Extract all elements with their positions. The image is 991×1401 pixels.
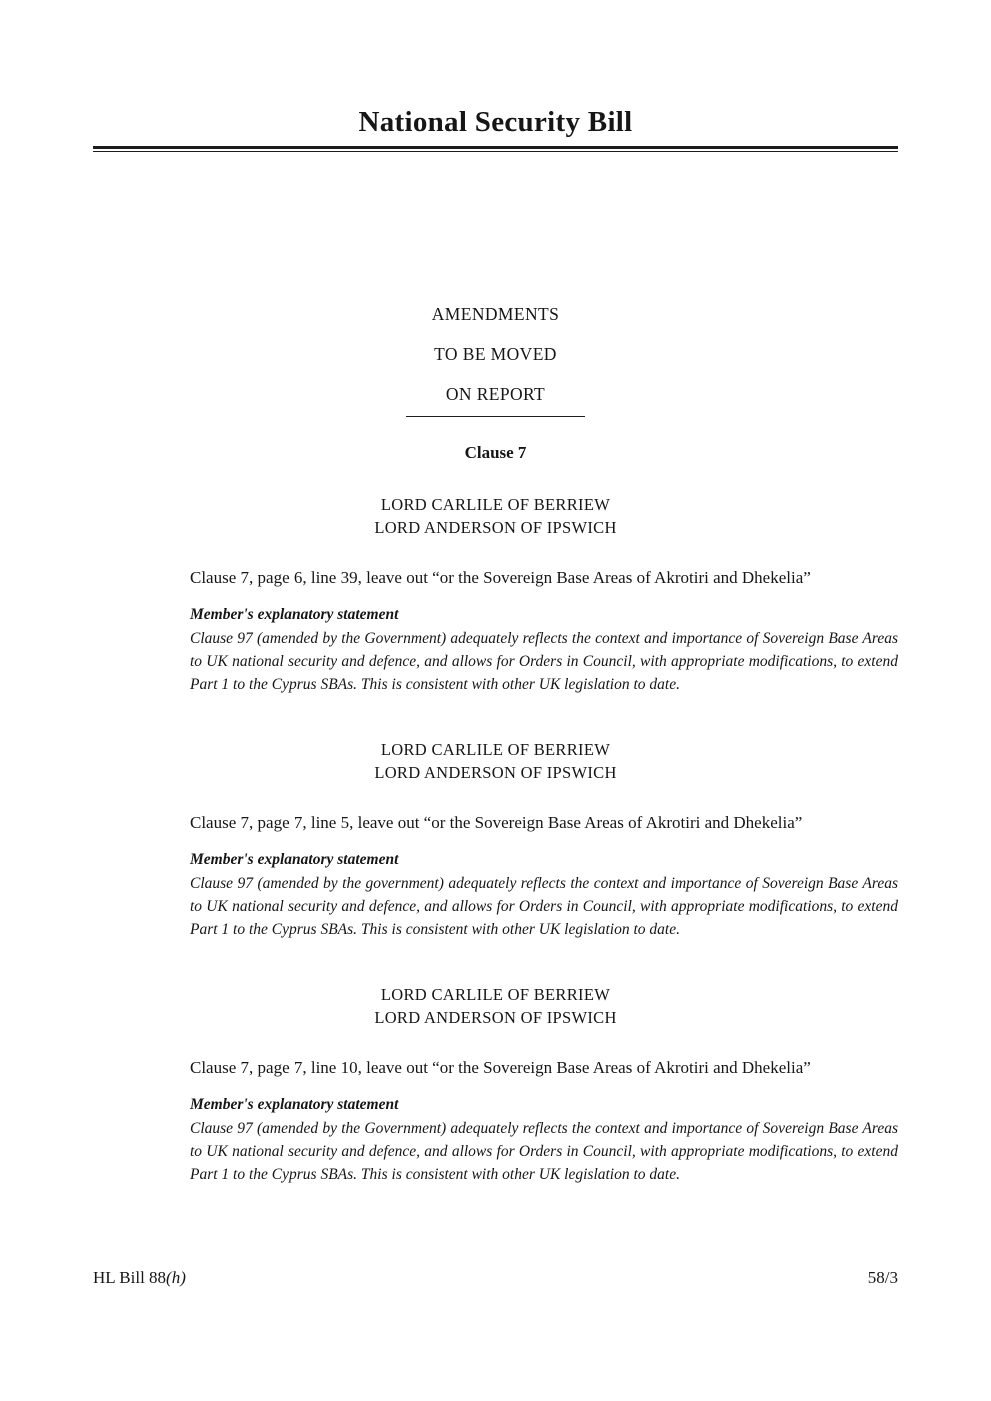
document-footer bbox=[93, 1268, 898, 1288]
sheet-number: 58/3 bbox=[867, 1268, 898, 1287]
bill-reference bbox=[93, 1268, 186, 1288]
explanatory-heading: Member's explanatory statement bbox=[190, 1096, 399, 1113]
bill-reference-main: HL Bill 88 bbox=[93, 1268, 167, 1287]
header-rule bbox=[93, 146, 898, 152]
bill-reference-suffix: (h) bbox=[166, 1268, 186, 1287]
explanatory-text: Clause 97 (amended by the Government) adequately reflects the context and importance of Sovereign Base Areas to UK national security and defence, and allows for Orders in Council, with appropriate modifications, to extend Part 1 to the Cyprus SBAs. This is consistent with other UK legislation to date. bbox=[190, 630, 898, 693]
explanatory-heading: Member's explanatory statement bbox=[190, 606, 399, 623]
document-header bbox=[93, 106, 898, 152]
heading-amendments: AMENDMENTS bbox=[431, 304, 560, 324]
explanatory-statement bbox=[190, 851, 898, 941]
explanatory-statement bbox=[190, 606, 898, 696]
heading-on-report: ON REPORT bbox=[406, 384, 585, 417]
page-title: National Security Bill bbox=[358, 106, 633, 138]
sponsor-name: LORD ANDERSON OF IPSWICH bbox=[374, 763, 617, 782]
amendment-block-2 bbox=[93, 738, 898, 941]
explanatory-statement bbox=[190, 1096, 898, 1186]
amendment-block-1 bbox=[93, 493, 898, 696]
sponsor-name: LORD CARLILE OF BERRIEW bbox=[380, 740, 611, 759]
heading-on-report-wrap bbox=[93, 384, 898, 417]
amendment-block-3 bbox=[93, 983, 898, 1186]
explanatory-text: Clause 97 (amended by the government) adequately reflects the context and importance of Sovereign Base Areas to UK national security and defence, and allows for Orders in Council, with appropriate modifications, to extend Part 1 to the Cyprus SBAs. This is consistent with other UK legislation to date. bbox=[190, 875, 898, 938]
amendments-heading-block bbox=[93, 304, 898, 463]
sponsor-name: LORD ANDERSON OF IPSWICH bbox=[374, 518, 617, 537]
amendment-text: Clause 7, page 7, line 5, leave out “or the Sovereign Base Areas of Akrotiri and Dhekelia” bbox=[190, 813, 803, 832]
amendment-text: Clause 7, page 7, line 10, leave out “or the Sovereign Base Areas of Akrotiri and Dhekelia” bbox=[190, 1058, 811, 1077]
heading-to-be-moved: TO BE MOVED bbox=[434, 344, 557, 364]
amendment-text: Clause 7, page 6, line 39, leave out “or the Sovereign Base Areas of Akrotiri and Dhekelia” bbox=[190, 568, 811, 587]
sponsor-name: LORD CARLILE OF BERRIEW bbox=[380, 985, 611, 1004]
sponsor-name: LORD CARLILE OF BERRIEW bbox=[380, 495, 611, 514]
explanatory-text: Clause 97 (amended by the Government) adequately reflects the context and importance of Sovereign Base Areas to UK national security and defence, and allows for Orders in Council, with appropriate modifications, to extend Part 1 to the Cyprus SBAs. This is consistent with other UK legislation to date. bbox=[190, 1120, 898, 1183]
sponsor-name: LORD ANDERSON OF IPSWICH bbox=[374, 1008, 617, 1027]
explanatory-heading: Member's explanatory statement bbox=[190, 851, 399, 868]
clause-heading: Clause 7 bbox=[464, 443, 527, 462]
